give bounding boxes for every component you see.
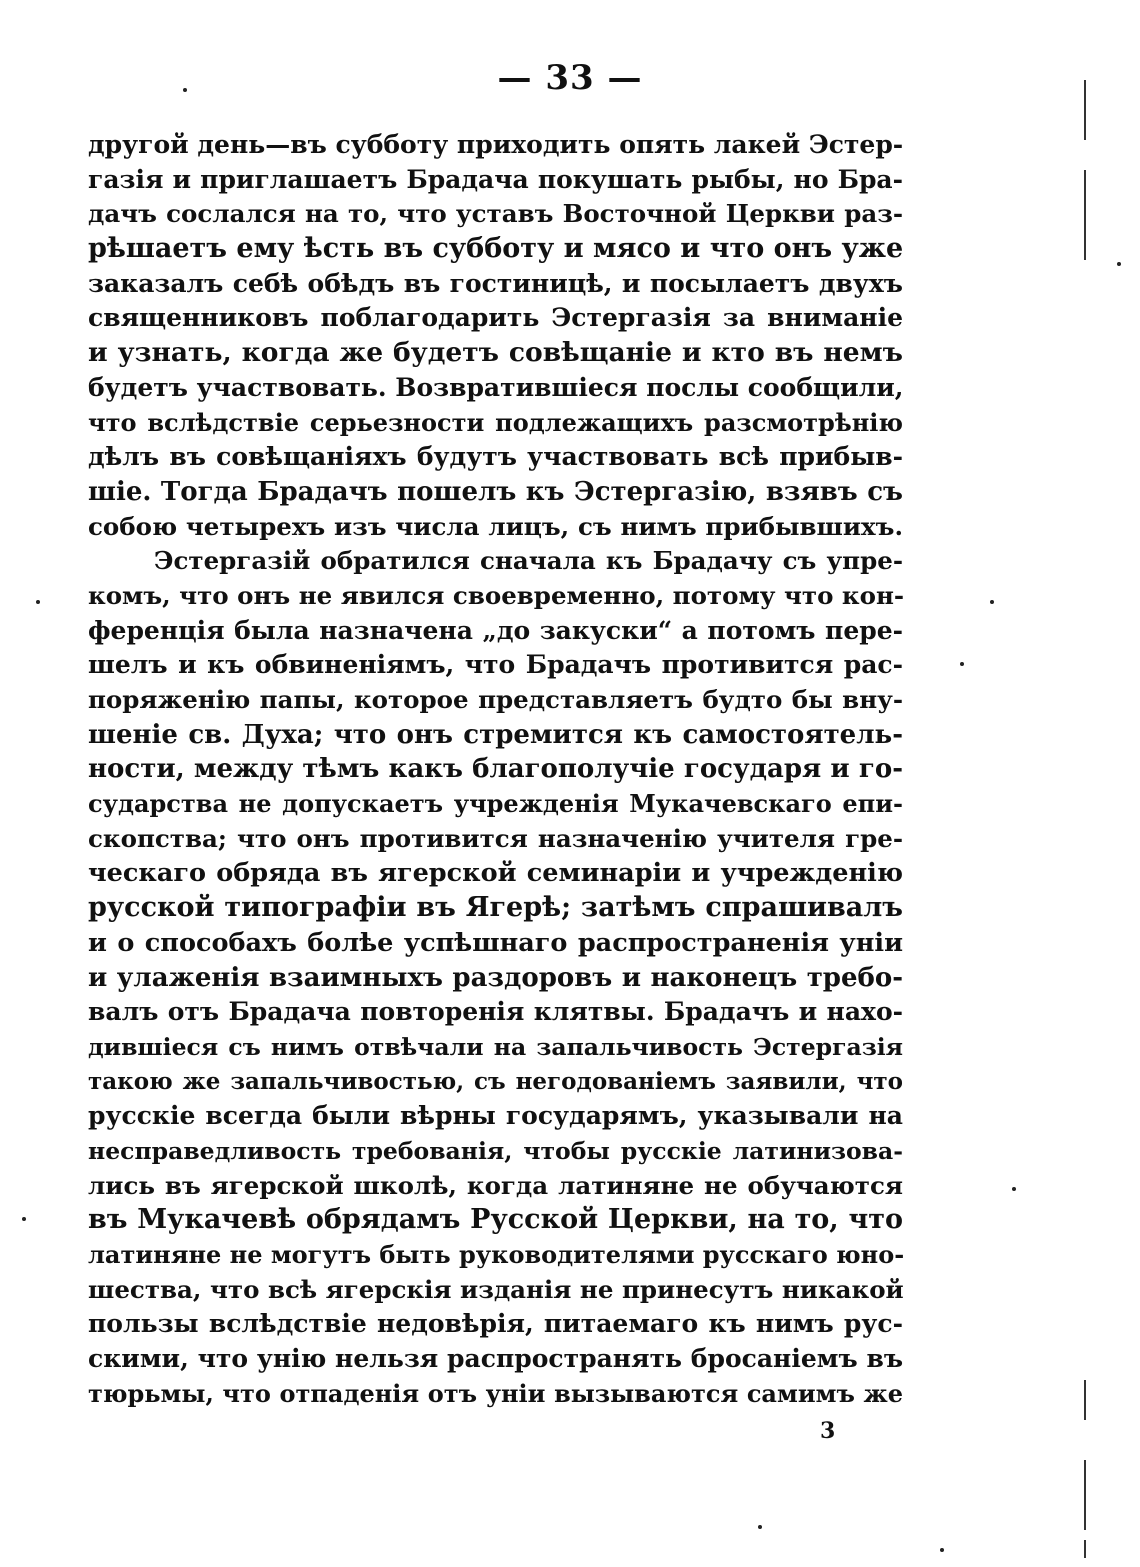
- text-line: и узнать, когда же будетъ совѣщаніе и кто въ немъ: [88, 337, 903, 369]
- scan-speck: [940, 1548, 944, 1552]
- text-line: такою же запальчивостью, съ негодованіемъ заявили, что: [88, 1067, 903, 1095]
- scan-speck: [758, 1525, 762, 1529]
- text-line: рѣшаетъ ему ѣсть въ субботу и мясо и что онъ уже: [88, 233, 904, 265]
- text-line: ференція была назначена „до закуски“ а потомъ пере-: [88, 615, 903, 645]
- text-line: скопства; что онъ противится назначенію учителя гре-: [88, 823, 903, 853]
- scan-edge-marks: [1082, 60, 1088, 1560]
- scan-speck: [183, 88, 187, 92]
- text-line: пользы вслѣдствіе недовѣрія, питаемаго къ нимъ рус-: [88, 1309, 903, 1339]
- scan-speck: [36, 600, 40, 604]
- text-line: дѣлъ въ совѣщаніяхъ будутъ участвовать всѣ прибыв-: [88, 442, 903, 472]
- text-line: поряженію папы, которое представляетъ будто бы вну-: [88, 685, 903, 714]
- text-line: шеніе св. Духа; что онъ стремится къ самостоятель-: [88, 719, 903, 750]
- text-line: дившіеся съ нимъ отвѣчали на запальчивость Эстергазія: [88, 1032, 903, 1061]
- text-line: валъ отъ Брадача повторенія клятвы. Брадачъ и нахо-: [88, 997, 903, 1027]
- text-line: несправедливость требованія, чтобы русскіе латинизова-: [88, 1136, 903, 1165]
- text-line: священниковъ поблагодарить Эстергазія за вниманіе: [88, 303, 903, 333]
- text-line: что вслѣдствіе серьезности подлежащихъ разсмотрѣнію: [88, 407, 903, 437]
- page-body-text: [88, 128, 903, 1411]
- text-line: дачъ сослался на то, что уставъ Восточной Церкви раз-: [88, 199, 903, 229]
- text-line: скими, что унію нельзя распространять бросаніемъ въ: [88, 1344, 903, 1374]
- text-line: латиняне не могутъ быть руководителями русскаго юно-: [88, 1240, 905, 1269]
- text-line: другой день—въ субботу приходить опять лакей Эстер-: [88, 130, 904, 159]
- text-line: тюрьмы, что отпаденія отъ уніи вызываются самимъ же: [88, 1378, 903, 1408]
- text-line: въ Мукачевѣ обрядамъ Русской Церкви, на то, что: [88, 1204, 903, 1236]
- text-line: комъ, что онъ не явился своевременно, потому что кон-: [88, 580, 905, 610]
- text-line: шелъ и къ обвиненіямъ, что Брадачъ противится рас-: [88, 650, 903, 680]
- scan-speck: [22, 1217, 26, 1221]
- text-line: лись въ ягерской школѣ, когда латиняне не обучаются: [88, 1170, 903, 1200]
- text-line: русской типографіи въ Ягерѣ; затѣмъ спрашивалъ: [88, 892, 903, 924]
- text-line: и улаженія взаимныхъ раздоровъ и наконецъ требо-: [88, 962, 903, 993]
- scan-speck: [1117, 262, 1121, 266]
- text-line: газія и приглашаетъ Брадача покушать рыбы, но Бра-: [88, 164, 903, 194]
- text-line: ческаго обряда въ ягерской семинаріи и учрежденію: [88, 858, 903, 889]
- text-line: Эстергазій обратился сначала къ Брадачу съ упре-: [154, 546, 903, 576]
- text-line: шіе. Тогда Брадачъ пошелъ къ Эстергазію, взявъ съ: [88, 476, 903, 507]
- signature-mark: 3: [820, 1418, 836, 1444]
- text-line: собою четырехъ изъ числа лицъ, съ нимъ прибывшихъ.: [88, 511, 903, 541]
- scan-speck: [1012, 1187, 1016, 1191]
- text-line: русскіе всегда были вѣрны государямъ, указывали на: [88, 1101, 903, 1131]
- text-line: шества, что всѣ ягерскія изданія не принесутъ никакой: [88, 1274, 904, 1304]
- page-number: — 33 —: [497, 58, 643, 98]
- text-line: сударства не допускаетъ учрежденія Мукачевскаго епи-: [88, 789, 903, 819]
- text-line: заказалъ себѣ обѣдъ въ гостиницѣ, и посылаетъ двухъ: [88, 268, 903, 298]
- scan-speck: [960, 662, 964, 666]
- text-line: и о способахъ болѣе успѣшнаго распространенія уніи: [88, 927, 903, 958]
- text-line: ности, между тѣмъ какъ благополучіе государя и го-: [88, 754, 903, 785]
- text-line: будетъ участвовать. Возвратившіеся послы сообщили,: [88, 372, 904, 402]
- scan-speck: [990, 600, 994, 604]
